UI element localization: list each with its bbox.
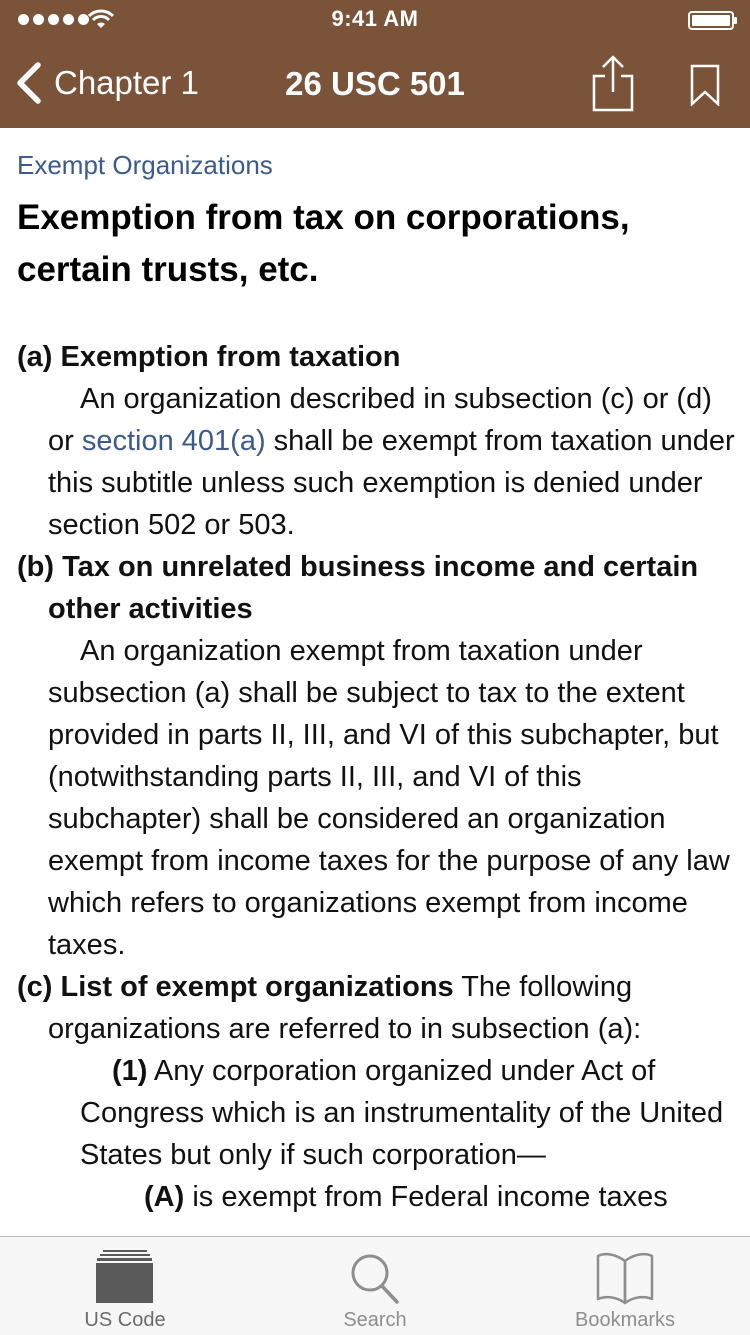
battery-icon bbox=[688, 11, 738, 30]
section-heading-line1: Exemption from tax on corporations, bbox=[17, 198, 630, 237]
subparagraph-a bbox=[17, 1176, 742, 1218]
subsection-a-text-end: shall be exempt from taxation under this subtitle unless such exemption is denied under section 502 or 503. bbox=[48, 425, 735, 541]
paragraph-1-body: Any corporation organized under Act of Congress which is an instrumentality of the United States but only if such corporation— bbox=[80, 1055, 724, 1171]
bookmark-icon[interactable] bbox=[690, 64, 720, 106]
subsection-c-heading: (c) List of exempt organizations bbox=[17, 971, 454, 1003]
back-button-label: Chapter 1 bbox=[54, 64, 199, 101]
back-button[interactable] bbox=[14, 58, 199, 108]
tab-bar bbox=[0, 1236, 750, 1335]
tab-bookmarks-label: Bookmarks bbox=[574, 1309, 676, 1331]
tab-us-code-label: US Code bbox=[84, 1309, 166, 1331]
share-icon[interactable] bbox=[590, 54, 636, 112]
section-body bbox=[17, 336, 742, 1218]
tab-search-label: Search bbox=[343, 1309, 407, 1331]
subsection-a-text bbox=[48, 378, 742, 546]
subsection-c bbox=[17, 966, 742, 1050]
tab-bookmarks[interactable] bbox=[500, 1237, 750, 1335]
tab-search[interactable] bbox=[250, 1237, 500, 1335]
subsection-a-text-start: An organization described in subsection (c) or (d) or bbox=[48, 383, 712, 457]
navigation-bar bbox=[0, 40, 750, 128]
section-heading-line2: certain trusts, etc. bbox=[17, 250, 319, 289]
search-icon bbox=[250, 1249, 500, 1307]
status-time: 9:41 AM bbox=[331, 6, 419, 31]
page-title: 26 USC 501 bbox=[285, 65, 465, 102]
paragraph-1-label: (1) bbox=[112, 1055, 148, 1087]
book-stack-icon bbox=[0, 1249, 250, 1307]
tab-us-code[interactable] bbox=[0, 1237, 250, 1335]
subsection-a-heading: (a) Exemption from taxation bbox=[17, 341, 401, 373]
top-bar bbox=[0, 0, 750, 128]
document-content[interactable] bbox=[0, 128, 750, 1236]
subsection-a bbox=[17, 378, 742, 546]
subparagraph-a-text: is exempt from Federal income taxes bbox=[184, 1181, 668, 1213]
subsection-b-heading: (b) Tax on unrelated business income and certain other activities bbox=[17, 551, 699, 625]
paragraph-1 bbox=[17, 1050, 742, 1176]
breadcrumb[interactable]: Exempt Organizations bbox=[17, 150, 273, 180]
section-401a-link[interactable]: section 401(a) bbox=[81, 425, 266, 457]
subsection-b-text: An organization exempt from taxation under subsection (a) shall be subject to tax to the extent provided in parts II, III, and VI of this subchapter, but (notwithstanding parts II, III, and VI of this subchapter) shall be considered an organization exempt from income taxes for the purpose of any law which refers to organizations exempt from income taxes. bbox=[48, 635, 730, 961]
subparagraph-a-label: (A) bbox=[144, 1181, 185, 1213]
paragraph-1-text bbox=[80, 1050, 742, 1176]
section-heading bbox=[17, 192, 737, 296]
subsection-b bbox=[17, 630, 742, 966]
status-bar bbox=[0, 0, 750, 40]
subsection-c-text: The following organizations are referred to in subsection (a): bbox=[48, 971, 642, 1045]
chevron-left-icon bbox=[14, 61, 44, 105]
open-book-icon bbox=[500, 1249, 750, 1307]
